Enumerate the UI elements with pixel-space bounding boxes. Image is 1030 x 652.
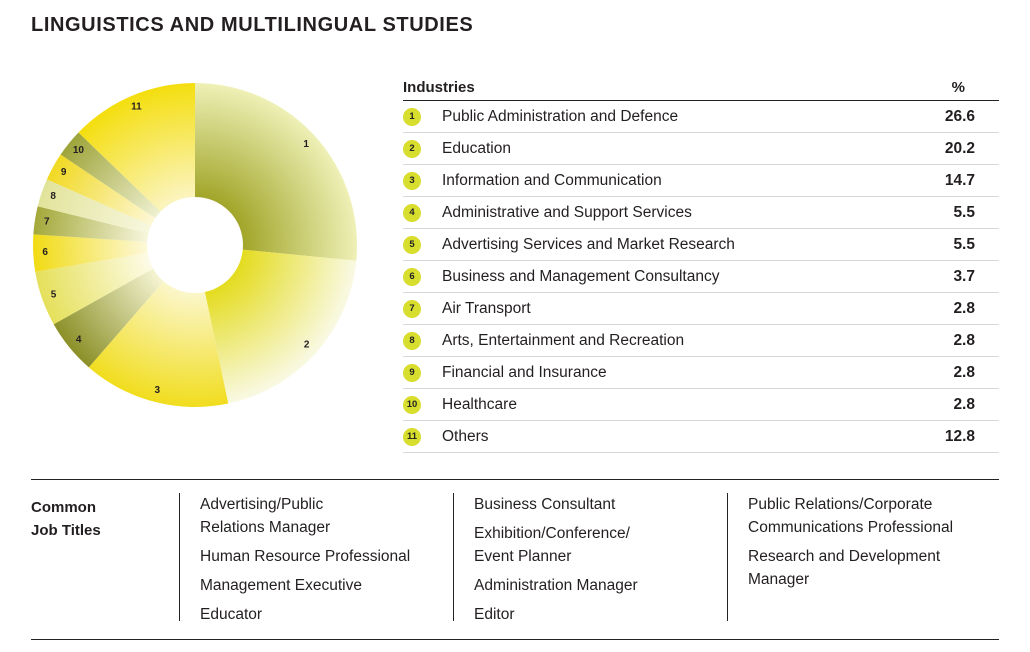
pie-slice-label: 3 — [154, 384, 161, 396]
pie-slice-label: 6 — [42, 247, 48, 259]
table-row — [403, 421, 999, 453]
job-title: Business Consultant — [474, 496, 616, 513]
pie-slice-label: 8 — [50, 191, 56, 203]
table-row — [403, 325, 999, 357]
industry-label: Healthcare — [442, 395, 517, 413]
row-number-badge: 3 — [403, 172, 421, 190]
industry-label: Financial and Insurance — [442, 363, 607, 381]
pie-slice-label: 2 — [303, 339, 310, 351]
table-row — [403, 101, 999, 133]
job-title: Educator — [200, 606, 263, 623]
row-number-badge: 9 — [403, 364, 421, 382]
pie-slice-label: 4 — [75, 334, 82, 346]
row-number-badge: 4 — [403, 204, 421, 222]
job-column-1 — [179, 493, 455, 621]
industry-percent: 12.8 — [944, 427, 975, 445]
header-percent: % — [951, 78, 965, 96]
table-row — [403, 197, 999, 229]
job-title: Exhibition/Conference/ Event Planner — [474, 525, 630, 565]
job-title: Advertising/Public Relations Manager — [200, 496, 331, 536]
industry-percent: 2.8 — [953, 395, 975, 413]
industry-label: Administrative and Support Services — [442, 203, 692, 221]
industry-percent: 26.6 — [944, 107, 975, 125]
industry-label: Advertising Services and Market Research — [442, 235, 735, 253]
row-number-badge: 10 — [403, 396, 421, 414]
table-row — [403, 261, 999, 293]
divider-top — [31, 479, 999, 480]
job-column-3 — [727, 493, 1003, 621]
job-title: Management Executive — [200, 577, 362, 594]
header-industries: Industries — [403, 78, 475, 96]
row-number-badge: 2 — [403, 140, 421, 158]
pie-slice-label: 11 — [131, 101, 142, 113]
row-number-badge: 8 — [403, 332, 421, 350]
industry-percent: 3.7 — [953, 267, 975, 285]
job-column-2 — [453, 493, 724, 621]
donut-chart — [30, 80, 360, 410]
industry-percent: 20.2 — [944, 139, 975, 157]
row-number-badge: 5 — [403, 236, 421, 254]
industry-percent: 5.5 — [953, 235, 975, 253]
table-row — [403, 165, 999, 197]
row-number-badge: 11 — [403, 428, 421, 446]
industry-label: Public Administration and Defence — [442, 107, 679, 125]
pie-slice-label: 9 — [60, 167, 67, 179]
industries-table — [403, 74, 999, 453]
industry-label: Information and Communication — [442, 171, 662, 189]
row-number-badge: 1 — [403, 108, 421, 126]
pie-slice-label: 1 — [303, 138, 309, 150]
pie-slice-label: 5 — [50, 289, 57, 301]
row-number-badge: 6 — [403, 268, 421, 286]
job-title: Public Relations/Corporate Communications Professional — [748, 496, 954, 536]
job-title: Editor — [474, 606, 515, 623]
industry-label: Arts, Entertainment and Recreation — [442, 331, 685, 349]
table-row — [403, 229, 999, 261]
table-row — [403, 389, 999, 421]
job-titles-heading-line1: Common — [31, 499, 96, 516]
industry-label: Education — [442, 139, 511, 157]
divider-bottom — [31, 639, 999, 640]
industry-percent: 2.8 — [953, 331, 975, 349]
table-row — [403, 357, 999, 389]
job-titles-heading-line2: Job Titles — [31, 522, 101, 539]
industry-label: Others — [442, 427, 489, 445]
row-number-badge: 7 — [403, 300, 421, 318]
job-titles-heading — [31, 496, 101, 542]
table-row — [403, 133, 999, 165]
industry-label: Air Transport — [442, 299, 531, 317]
industry-label: Business and Management Consultancy — [442, 267, 720, 285]
industry-percent: 5.5 — [953, 203, 975, 221]
industry-percent: 2.8 — [953, 363, 975, 381]
industry-percent: 14.7 — [944, 171, 975, 189]
job-title: Human Resource Professional — [200, 548, 411, 565]
table-row — [403, 293, 999, 325]
table-header — [403, 74, 999, 101]
pie-slice-label: 10 — [72, 145, 84, 157]
industry-percent: 2.8 — [953, 299, 975, 317]
job-title: Research and Development Manager — [748, 548, 941, 588]
page-title: LINGUISTICS AND MULTILINGUAL STUDIES — [31, 14, 474, 36]
pie-slice-label: 7 — [44, 216, 50, 228]
donut-hole — [147, 197, 243, 293]
job-title: Administration Manager — [474, 577, 638, 594]
